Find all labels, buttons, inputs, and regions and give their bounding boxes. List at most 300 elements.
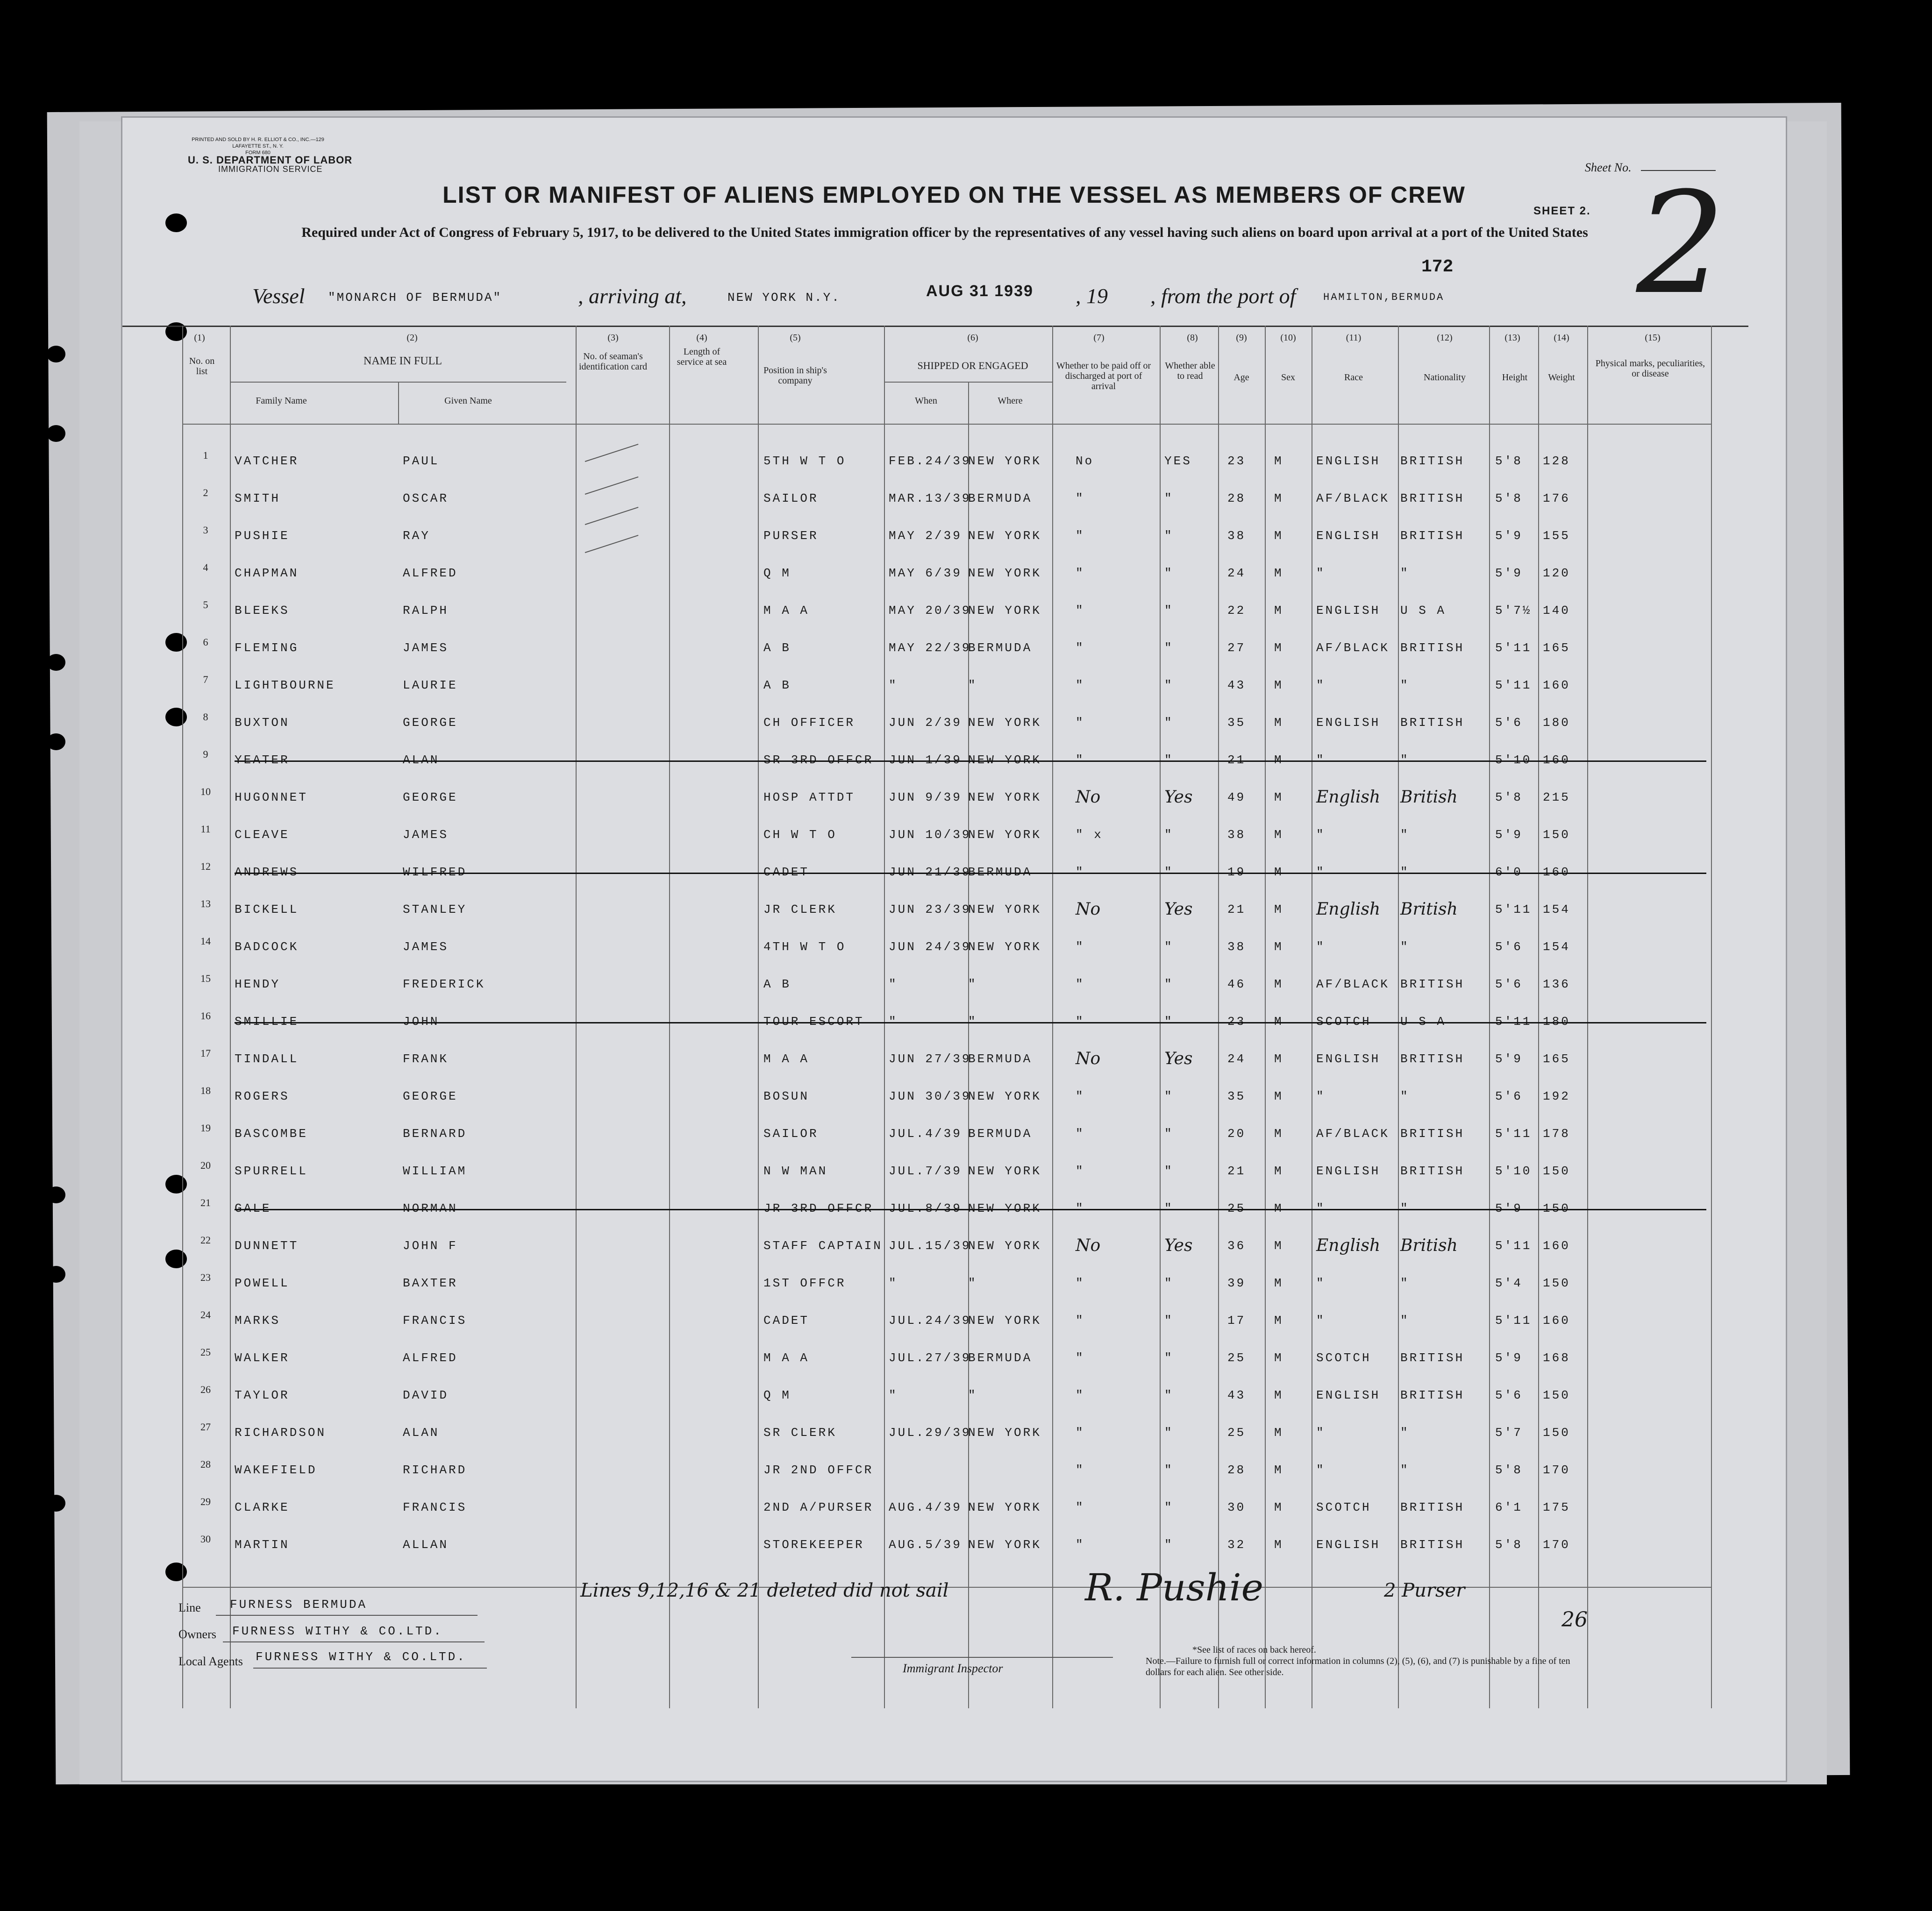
cell-paid: No	[1076, 1049, 1101, 1068]
col-number: (8)	[1187, 333, 1198, 343]
col-header-read: Whether able to read	[1165, 361, 1215, 381]
cell-when: JUN 1/39	[889, 753, 962, 767]
cell-nat: British	[1400, 900, 1458, 919]
cell-weight: 150	[1543, 1201, 1570, 1215]
file-number: 172	[1421, 257, 1454, 277]
cell-position: 1ST OFFCR	[763, 1276, 846, 1290]
cell-position: A B	[763, 641, 791, 655]
cell-sex: M	[1274, 1314, 1283, 1328]
cell-where: "	[968, 1276, 977, 1290]
cell-when: MAY 2/39	[889, 529, 962, 543]
vessel-name: "MONARCH OF BERMUDA"	[328, 291, 502, 305]
cell-read: "	[1164, 1201, 1174, 1215]
col-line	[1265, 326, 1266, 1708]
col-header-physical: Physical marks, peculiarities, or disease	[1595, 358, 1705, 379]
page-count: 26	[1561, 1608, 1588, 1632]
cell-where: NEW YORK	[968, 940, 1041, 954]
cell-when: MAR.13/39	[889, 491, 971, 505]
col-number: (1)	[194, 333, 205, 343]
cell-when: JUL.24/39	[889, 1314, 971, 1328]
cell-age: 46	[1227, 977, 1246, 991]
cell-given: GEORGE	[403, 1089, 458, 1103]
cell-weight: 160	[1543, 1314, 1570, 1328]
cell-race: "	[1316, 1089, 1326, 1103]
cell-weight: 154	[1543, 902, 1570, 916]
punch-hole	[165, 633, 187, 652]
cell-weight: 170	[1543, 1538, 1570, 1552]
cell-age: 43	[1227, 1388, 1246, 1402]
cell-sex: M	[1274, 753, 1283, 767]
row-number: 21	[200, 1197, 211, 1208]
cell-nat: U S A	[1400, 1015, 1447, 1029]
cell-paid: "	[1076, 1426, 1085, 1440]
races-note: *See list of races on back hereof.	[1192, 1645, 1316, 1655]
row-number: 23	[200, 1272, 211, 1283]
row-number: 17	[200, 1047, 211, 1059]
cell-position: SR 3RD OFFCR	[763, 753, 874, 767]
col-line	[1218, 326, 1219, 1708]
cell-race: ENGLISH	[1316, 604, 1381, 618]
cell-height: 5'4	[1495, 1276, 1523, 1290]
page-subtitle: Required under Act of Congress of February 5, 1917, to be delivered to the United States immigration officer by the representatives of any vessel having such aliens on board upon arrival at a port of the United States	[301, 225, 1588, 240]
cell-given: JOHN F	[403, 1239, 458, 1253]
col-line	[1398, 326, 1399, 1708]
cell-position: SR CLERK	[763, 1426, 837, 1440]
cell-race: "	[1316, 678, 1326, 692]
cell-sex: M	[1274, 604, 1283, 618]
row-number: 15	[200, 973, 211, 984]
cell-when: JUN 21/39	[889, 865, 971, 879]
cell-race: "	[1316, 940, 1326, 954]
col-line	[1052, 326, 1053, 1708]
punch-hole	[47, 654, 65, 671]
cell-family: SPURRELL	[235, 1164, 308, 1178]
col-line	[1538, 326, 1539, 1708]
cell-paid: "	[1076, 529, 1085, 543]
cell-nat: BRITISH	[1400, 641, 1465, 655]
cell-read: "	[1164, 865, 1174, 879]
cell-weight: 120	[1543, 566, 1570, 580]
cell-given: JAMES	[403, 940, 449, 954]
cell-when: AUG.4/39	[889, 1500, 962, 1514]
cell-sex: M	[1274, 1052, 1283, 1066]
cell-paid: "	[1076, 1463, 1085, 1477]
cell-age: 32	[1227, 1538, 1246, 1552]
owners-label: Owners	[178, 1627, 216, 1641]
cell-position: BOSUN	[763, 1089, 810, 1103]
cell-paid: "	[1076, 865, 1085, 879]
cell-sex: M	[1274, 1538, 1283, 1552]
cell-when: JUL.4/39	[889, 1127, 962, 1141]
cell-read: Yes	[1164, 1049, 1193, 1068]
col-header-height: Height	[1502, 372, 1528, 383]
row-number: 18	[200, 1085, 211, 1096]
cell-position: SAILOR	[763, 1127, 819, 1141]
cell-given: GEORGE	[403, 716, 458, 730]
line-label: Line	[178, 1601, 201, 1614]
cell-age: 25	[1227, 1351, 1246, 1365]
cell-where: NEW YORK	[968, 902, 1041, 916]
cell-when: MAY 22/39	[889, 641, 971, 655]
row-number: 26	[200, 1384, 211, 1395]
cell-read: "	[1164, 641, 1174, 655]
cell-weight: 154	[1543, 940, 1570, 954]
cell-weight: 155	[1543, 529, 1570, 543]
cell-where: NEW YORK	[968, 1089, 1041, 1103]
cell-where: "	[968, 977, 977, 991]
cell-position: Q M	[763, 566, 791, 580]
cell-height: 5'11	[1495, 902, 1532, 916]
cell-nat: "	[1400, 1276, 1410, 1290]
col-line	[1160, 326, 1161, 1708]
cell-where: NEW YORK	[968, 716, 1041, 730]
cell-race: SCOTCH	[1316, 1015, 1371, 1029]
cell-race: "	[1316, 1276, 1326, 1290]
cell-weight: 136	[1543, 977, 1570, 991]
cell-height: 5'9	[1495, 1052, 1523, 1066]
seaman-id-mark	[585, 535, 639, 553]
cell-position: M A A	[763, 604, 810, 618]
cell-sex: M	[1274, 1127, 1283, 1141]
cell-position: Q M	[763, 1388, 791, 1402]
cell-where: NEW YORK	[968, 1164, 1041, 1178]
cell-given: ALAN	[403, 753, 440, 767]
cell-family: ANDREWS	[235, 865, 299, 879]
cell-nat: "	[1400, 1089, 1410, 1103]
rule	[216, 1615, 478, 1616]
cell-weight: 170	[1543, 1463, 1570, 1477]
cell-given: STANLEY	[403, 902, 467, 916]
handwritten-sheet-number: 2	[1636, 162, 1725, 325]
form-number: FORM 680	[245, 150, 271, 156]
cell-sex: M	[1274, 1015, 1283, 1029]
cell-paid: "	[1076, 1201, 1085, 1215]
cell-when: AUG.5/39	[889, 1538, 962, 1552]
cell-age: 39	[1227, 1276, 1246, 1290]
cell-given: FRANCIS	[403, 1314, 467, 1328]
cell-family: CLARKE	[235, 1500, 290, 1514]
cell-age: 23	[1227, 1015, 1246, 1029]
cell-family: TAYLOR	[235, 1388, 290, 1402]
cell-paid: "	[1076, 1388, 1085, 1402]
strike-through-line	[235, 760, 1706, 762]
cell-race: "	[1316, 1463, 1326, 1477]
cell-paid: "	[1076, 1015, 1085, 1029]
col-number: (13)	[1504, 333, 1520, 343]
cell-race: English	[1316, 788, 1381, 807]
cell-where: "	[968, 1015, 977, 1029]
cell-age: 21	[1227, 753, 1246, 767]
col-header-shipped: SHIPPED OR ENGAGED	[917, 360, 1028, 371]
cell-where: BERMUDA	[968, 1052, 1033, 1066]
cell-when: JUN 27/39	[889, 1052, 971, 1066]
col-line	[182, 326, 183, 1708]
cell-where: NEW YORK	[968, 604, 1041, 618]
cell-height: 5'9	[1495, 529, 1523, 543]
cell-when: "	[889, 1015, 898, 1029]
cell-family: SMITH	[235, 491, 281, 505]
cell-weight: 150	[1543, 1276, 1570, 1290]
cell-given: GEORGE	[403, 790, 458, 804]
cell-height: 5'7½	[1495, 604, 1532, 618]
cell-family: CHAPMAN	[235, 566, 299, 580]
col-line	[884, 326, 885, 1708]
rule	[223, 1641, 485, 1642]
cell-weight: 178	[1543, 1127, 1570, 1141]
col-header-family: Family Name	[256, 396, 307, 406]
cell-weight: 192	[1543, 1089, 1570, 1103]
cell-position: 5TH W T O	[763, 454, 846, 468]
agents-label: Local Agents	[178, 1655, 243, 1668]
cell-position: SAILOR	[763, 491, 819, 505]
cell-paid: "	[1076, 1127, 1085, 1141]
cell-nat: BRITISH	[1400, 1052, 1465, 1066]
cell-sex: M	[1274, 1201, 1283, 1215]
cell-race: SCOTCH	[1316, 1500, 1371, 1514]
cell-where: NEW YORK	[968, 828, 1041, 842]
cell-height: 5'11	[1495, 1127, 1532, 1141]
cell-when: JUN 24/39	[889, 940, 971, 954]
row-number: 7	[203, 674, 208, 685]
cell-paid: No	[1076, 1236, 1101, 1255]
cell-given: RICHARD	[403, 1463, 467, 1477]
cell-family: BADCOCK	[235, 940, 299, 954]
cell-age: 38	[1227, 529, 1246, 543]
cell-position: TOUR ESCORT	[763, 1015, 864, 1029]
cell-family: TINDALL	[235, 1052, 299, 1066]
cell-given: BERNARD	[403, 1127, 467, 1141]
cell-read: "	[1164, 604, 1174, 618]
punch-hole	[165, 1175, 187, 1193]
seaman-id-mark	[585, 476, 639, 495]
cell-age: 24	[1227, 1052, 1246, 1066]
cell-position: STOREKEEPER	[763, 1538, 864, 1552]
cell-sex: M	[1274, 1426, 1283, 1440]
cell-read: "	[1164, 940, 1174, 954]
cell-family: MARKS	[235, 1314, 281, 1328]
cell-read: "	[1164, 1426, 1174, 1440]
col-line	[230, 326, 231, 1708]
cell-where: BERMUDA	[968, 1351, 1033, 1365]
cell-nat: "	[1400, 1426, 1410, 1440]
cell-where: NEW YORK	[968, 1500, 1041, 1514]
cell-paid: "	[1076, 1089, 1085, 1103]
cell-family: BUXTON	[235, 716, 290, 730]
col-number: (6)	[967, 333, 978, 343]
cell-nat: "	[1400, 566, 1410, 580]
cell-height: 5'11	[1495, 1314, 1532, 1328]
cell-family: WALKER	[235, 1351, 290, 1365]
cell-paid: "	[1076, 491, 1085, 505]
cell-read: "	[1164, 716, 1174, 730]
department-name: U. S. DEPARTMENT OF LABOR	[188, 154, 353, 166]
cell-where: NEW YORK	[968, 529, 1041, 543]
col-number: (15)	[1645, 333, 1661, 343]
cell-height: 5'6	[1495, 1388, 1523, 1402]
cell-race: "	[1316, 865, 1326, 879]
cell-weight: 140	[1543, 604, 1570, 618]
cell-height: 5'8	[1495, 790, 1523, 804]
cell-position: A B	[763, 977, 791, 991]
cell-sex: M	[1274, 940, 1283, 954]
cell-paid: "	[1076, 753, 1085, 767]
col-number: (10)	[1280, 333, 1296, 343]
punch-hole	[165, 1250, 187, 1268]
punch-hole	[165, 1563, 187, 1581]
cell-weight: 160	[1543, 753, 1570, 767]
punch-hole	[47, 425, 65, 442]
col-header-where: Where	[998, 396, 1023, 406]
cell-when: JUL.29/39	[889, 1426, 971, 1440]
row-number: 5	[203, 599, 208, 611]
cell-family: CLEAVE	[235, 828, 290, 842]
from-port: HAMILTON,BERMUDA	[1323, 291, 1445, 303]
cell-age: 49	[1227, 790, 1246, 804]
cell-paid: "	[1076, 1351, 1085, 1365]
cell-paid: "	[1076, 641, 1085, 655]
cell-family: LIGHTBOURNE	[235, 678, 335, 692]
cell-family: YEATER	[235, 753, 290, 767]
cell-where: BERMUDA	[968, 1127, 1033, 1141]
cell-paid: No	[1076, 454, 1094, 468]
cell-position: JR 3RD OFFCR	[763, 1201, 874, 1215]
cell-weight: 168	[1543, 1351, 1570, 1365]
col-number: (7)	[1093, 333, 1105, 343]
arriving-port: NEW YORK N.Y.	[727, 291, 841, 305]
cell-read: "	[1164, 1463, 1174, 1477]
cell-paid: "	[1076, 1164, 1085, 1178]
cell-paid: "	[1076, 566, 1085, 580]
cell-sex: M	[1274, 1276, 1283, 1290]
cell-position: M A A	[763, 1351, 810, 1365]
sheet-label: SHEET 2.	[1533, 205, 1591, 217]
cell-where: NEW YORK	[968, 1314, 1041, 1328]
cell-read: "	[1164, 491, 1174, 505]
col-number: (5)	[790, 333, 801, 343]
cell-height: 5'6	[1495, 940, 1523, 954]
cell-nat: "	[1400, 678, 1410, 692]
cell-read: "	[1164, 1164, 1174, 1178]
penalty-note: Note.—Failure to furnish full or correct information in columns (2), (5), (6), and (7) is punishable by a fine of ten dollars for each alien. See other side.	[1146, 1656, 1570, 1677]
cell-weight: 165	[1543, 641, 1570, 655]
cell-sex: M	[1274, 1463, 1283, 1477]
col-header-no: No. on list	[189, 356, 215, 377]
punch-hole	[47, 733, 65, 750]
cell-when: "	[889, 678, 898, 692]
cell-height: 5'9	[1495, 1351, 1523, 1365]
printer-line: PRINTED AND SOLD BY H. R. ELLIOT & CO., INC.—129 LAFAYETTE ST., N. Y.	[192, 137, 324, 149]
cell-read: Yes	[1164, 900, 1193, 919]
cell-height: 5'11	[1495, 641, 1532, 655]
cell-nat: BRITISH	[1400, 1351, 1465, 1365]
col-number: (12)	[1437, 333, 1453, 343]
cell-race: AF/BLACK	[1316, 641, 1390, 655]
cell-height: 5'11	[1495, 1015, 1532, 1029]
cell-position: PURSER	[763, 529, 819, 543]
cell-where: NEW YORK	[968, 1538, 1041, 1552]
cell-read: Yes	[1164, 788, 1193, 807]
date-stamp: AUG 31 1939	[926, 282, 1034, 300]
cell-sex: M	[1274, 790, 1283, 804]
cell-age: 36	[1227, 1239, 1246, 1253]
rule	[851, 1657, 1113, 1658]
cell-family: BLEEKS	[235, 604, 290, 618]
cell-sex: M	[1274, 1388, 1283, 1402]
cell-height: 5'8	[1495, 1538, 1523, 1552]
cell-height: 5'6	[1495, 977, 1523, 991]
cell-age: 25	[1227, 1426, 1246, 1440]
cell-position: HOSP ATTDT	[763, 790, 855, 804]
cell-given: FRANCIS	[403, 1500, 467, 1514]
cell-position: 2ND A/PURSER	[763, 1500, 874, 1514]
cell-family: FLEMING	[235, 641, 299, 655]
cell-given: JAMES	[403, 828, 449, 842]
cell-nat: BRITISH	[1400, 1388, 1465, 1402]
cell-family: POWELL	[235, 1276, 290, 1290]
cell-nat: BRITISH	[1400, 1500, 1465, 1514]
cell-read: "	[1164, 828, 1174, 842]
cell-when: "	[889, 1388, 898, 1402]
cell-given: DAVID	[403, 1388, 449, 1402]
cell-given: NORMAN	[403, 1201, 458, 1215]
cell-where: NEW YORK	[968, 1426, 1041, 1440]
cell-age: 35	[1227, 716, 1246, 730]
col-line	[1489, 326, 1490, 1708]
cell-nat: BRITISH	[1400, 1127, 1465, 1141]
cell-when: JUL.8/39	[889, 1201, 962, 1215]
cell-age: 21	[1227, 1164, 1246, 1178]
cell-race: "	[1316, 1201, 1326, 1215]
cell-where: "	[968, 1388, 977, 1402]
punch-hole	[47, 1495, 65, 1512]
cell-family: VATCHER	[235, 454, 299, 468]
cell-given: ALFRED	[403, 1351, 458, 1365]
cell-position: CH W T O	[763, 828, 837, 842]
cell-where: NEW YORK	[968, 790, 1041, 804]
cell-read: "	[1164, 1089, 1174, 1103]
cell-position: STAFF CAPTAIN	[763, 1239, 883, 1253]
printer-imprint	[178, 136, 337, 156]
col-header-paid-off: Whether to be paid off or discharged at port of arrival	[1056, 361, 1151, 391]
cell-given: ALFRED	[403, 566, 458, 580]
cell-race: English	[1316, 1236, 1381, 1255]
cell-family: SMILLIE	[235, 1015, 299, 1029]
cell-paid: "	[1076, 977, 1085, 991]
cell-height: 5'6	[1495, 716, 1523, 730]
row-number: 3	[203, 524, 208, 536]
cell-family: BASCOMBE	[235, 1127, 308, 1141]
cell-position: JR CLERK	[763, 902, 837, 916]
cell-age: 24	[1227, 566, 1246, 580]
cell-when: JUL.27/39	[889, 1351, 971, 1365]
cell-sex: M	[1274, 678, 1283, 692]
cell-paid: "	[1076, 678, 1085, 692]
rule	[253, 1668, 487, 1669]
cell-read: "	[1164, 1276, 1174, 1290]
cell-race: ENGLISH	[1316, 1052, 1381, 1066]
cell-when: JUL.7/39	[889, 1164, 962, 1178]
cell-weight: 175	[1543, 1500, 1570, 1514]
cell-height: 5'11	[1495, 1239, 1532, 1253]
cell-sex: M	[1274, 902, 1283, 916]
cell-weight: 150	[1543, 1426, 1570, 1440]
cell-where: BERMUDA	[968, 865, 1033, 879]
purser-signature: R. Pushie	[1085, 1566, 1263, 1609]
seaman-id-mark	[585, 507, 639, 525]
cell-where: BERMUDA	[968, 641, 1033, 655]
cell-position: CADET	[763, 865, 810, 879]
cell-nat: British	[1400, 1236, 1458, 1255]
